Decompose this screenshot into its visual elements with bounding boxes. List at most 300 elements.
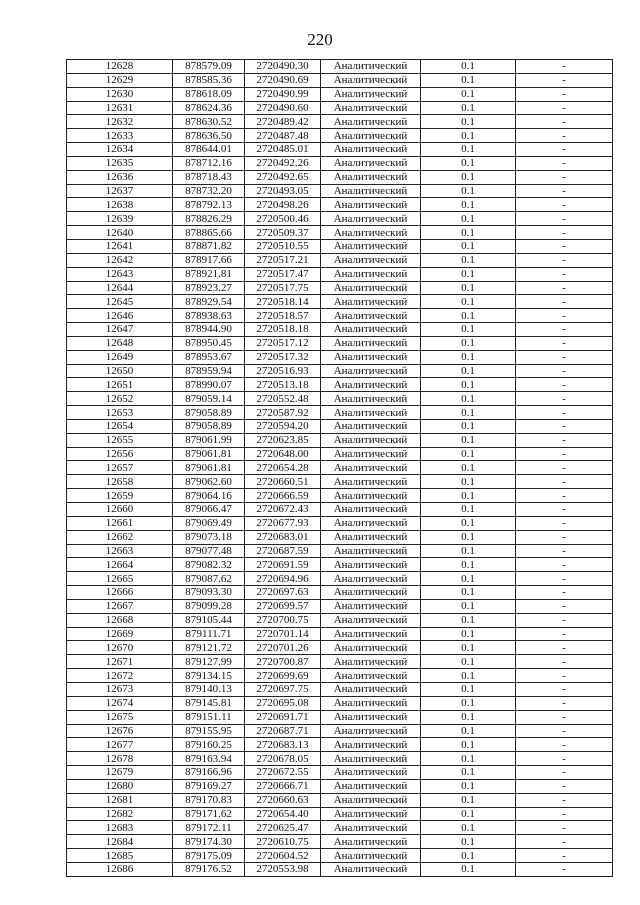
method-cell: Аналитический xyxy=(321,586,421,600)
table-row xyxy=(67,655,613,669)
method-cell: Аналитический xyxy=(321,558,421,572)
accuracy-cell: 0.1 xyxy=(421,641,516,655)
table-row xyxy=(67,295,613,309)
y-coordinate-cell: 2720489.42 xyxy=(245,115,321,129)
point-number-cell: 12685 xyxy=(67,849,173,863)
accuracy-cell: 0.1 xyxy=(421,184,516,198)
x-coordinate-cell: 878624.36 xyxy=(173,101,245,115)
note-cell: - xyxy=(516,738,613,752)
x-coordinate-cell: 878792.13 xyxy=(173,198,245,212)
y-coordinate-cell: 2720683.01 xyxy=(245,530,321,544)
x-coordinate-cell: 878871.82 xyxy=(173,239,245,253)
accuracy-cell: 0.1 xyxy=(421,724,516,738)
y-coordinate-cell: 2720700.87 xyxy=(245,655,321,669)
note-cell: - xyxy=(516,821,613,835)
note-cell: - xyxy=(516,156,613,170)
accuracy-cell: 0.1 xyxy=(421,170,516,184)
accuracy-cell: 0.1 xyxy=(421,599,516,613)
accuracy-cell: 0.1 xyxy=(421,129,516,143)
x-coordinate-cell: 879163.94 xyxy=(173,752,245,766)
x-coordinate-cell: 878718.43 xyxy=(173,170,245,184)
point-number-cell: 12659 xyxy=(67,489,173,503)
y-coordinate-cell: 2720552.48 xyxy=(245,392,321,406)
note-cell: - xyxy=(516,696,613,710)
point-number-cell: 12649 xyxy=(67,350,173,364)
y-coordinate-cell: 2720485.01 xyxy=(245,143,321,157)
accuracy-cell: 0.1 xyxy=(421,323,516,337)
note-cell: - xyxy=(516,599,613,613)
y-coordinate-cell: 2720683.13 xyxy=(245,738,321,752)
method-cell: Аналитический xyxy=(321,212,421,226)
point-number-cell: 12663 xyxy=(67,544,173,558)
method-cell: Аналитический xyxy=(321,101,421,115)
y-coordinate-cell: 2720697.75 xyxy=(245,682,321,696)
accuracy-cell: 0.1 xyxy=(421,378,516,392)
accuracy-cell: 0.1 xyxy=(421,682,516,696)
note-cell: - xyxy=(516,447,613,461)
method-cell: Аналитический xyxy=(321,572,421,586)
point-number-cell: 12686 xyxy=(67,862,173,876)
note-cell: - xyxy=(516,143,613,157)
method-cell: Аналитический xyxy=(321,60,421,74)
y-coordinate-cell: 2720517.12 xyxy=(245,336,321,350)
method-cell: Аналитический xyxy=(321,350,421,364)
note-cell: - xyxy=(516,419,613,433)
table-row xyxy=(67,253,613,267)
method-cell: Аналитический xyxy=(321,710,421,724)
point-number-cell: 12631 xyxy=(67,101,173,115)
x-coordinate-cell: 878865.66 xyxy=(173,226,245,240)
point-number-cell: 12629 xyxy=(67,73,173,87)
y-coordinate-cell: 2720654.40 xyxy=(245,807,321,821)
table-row xyxy=(67,184,613,198)
x-coordinate-cell: 878938.63 xyxy=(173,309,245,323)
accuracy-cell: 0.1 xyxy=(421,738,516,752)
accuracy-cell: 0.1 xyxy=(421,530,516,544)
note-cell: - xyxy=(516,184,613,198)
method-cell: Аналитический xyxy=(321,87,421,101)
method-cell: Аналитический xyxy=(321,253,421,267)
point-number-cell: 12643 xyxy=(67,267,173,281)
point-number-cell: 12641 xyxy=(67,239,173,253)
table-row xyxy=(67,752,613,766)
x-coordinate-cell: 879151.11 xyxy=(173,710,245,724)
x-coordinate-cell: 879066.47 xyxy=(173,503,245,517)
accuracy-cell: 0.1 xyxy=(421,655,516,669)
table-row xyxy=(67,447,613,461)
x-coordinate-cell: 879061.81 xyxy=(173,447,245,461)
method-cell: Аналитический xyxy=(321,115,421,129)
y-coordinate-cell: 2720513.18 xyxy=(245,378,321,392)
point-number-cell: 12666 xyxy=(67,586,173,600)
accuracy-cell: 0.1 xyxy=(421,461,516,475)
y-coordinate-cell: 2720691.59 xyxy=(245,558,321,572)
y-coordinate-cell: 2720500.46 xyxy=(245,212,321,226)
x-coordinate-cell: 879093.30 xyxy=(173,586,245,600)
point-number-cell: 12646 xyxy=(67,309,173,323)
point-number-cell: 12632 xyxy=(67,115,173,129)
x-coordinate-cell: 879073.18 xyxy=(173,530,245,544)
point-number-cell: 12652 xyxy=(67,392,173,406)
x-coordinate-cell: 879134.15 xyxy=(173,669,245,683)
accuracy-cell: 0.1 xyxy=(421,73,516,87)
point-number-cell: 12655 xyxy=(67,433,173,447)
point-number-cell: 12671 xyxy=(67,655,173,669)
table-row xyxy=(67,198,613,212)
y-coordinate-cell: 2720672.43 xyxy=(245,503,321,517)
y-coordinate-cell: 2720518.57 xyxy=(245,309,321,323)
x-coordinate-cell: 878944.90 xyxy=(173,323,245,337)
x-coordinate-cell: 879171.62 xyxy=(173,807,245,821)
point-number-cell: 12654 xyxy=(67,419,173,433)
y-coordinate-cell: 2720625.47 xyxy=(245,821,321,835)
y-coordinate-cell: 2720699.69 xyxy=(245,669,321,683)
method-cell: Аналитический xyxy=(321,738,421,752)
point-number-cell: 12664 xyxy=(67,558,173,572)
accuracy-cell: 0.1 xyxy=(421,807,516,821)
table-row xyxy=(67,849,613,863)
y-coordinate-cell: 2720517.21 xyxy=(245,253,321,267)
point-number-cell: 12637 xyxy=(67,184,173,198)
method-cell: Аналитический xyxy=(321,862,421,876)
table-row xyxy=(67,115,613,129)
x-coordinate-cell: 879058.89 xyxy=(173,406,245,420)
note-cell: - xyxy=(516,862,613,876)
method-cell: Аналитический xyxy=(321,129,421,143)
accuracy-cell: 0.1 xyxy=(421,295,516,309)
method-cell: Аналитический xyxy=(321,724,421,738)
y-coordinate-cell: 2720490.99 xyxy=(245,87,321,101)
table-row xyxy=(67,87,613,101)
note-cell: - xyxy=(516,779,613,793)
note-cell: - xyxy=(516,627,613,641)
table-row xyxy=(67,156,613,170)
table-row xyxy=(67,419,613,433)
x-coordinate-cell: 878950.45 xyxy=(173,336,245,350)
accuracy-cell: 0.1 xyxy=(421,267,516,281)
note-cell: - xyxy=(516,60,613,74)
table-row xyxy=(67,710,613,724)
y-coordinate-cell: 2720490.30 xyxy=(245,60,321,74)
point-number-cell: 12635 xyxy=(67,156,173,170)
x-coordinate-cell: 879127.99 xyxy=(173,655,245,669)
method-cell: Аналитический xyxy=(321,184,421,198)
y-coordinate-cell: 2720672.55 xyxy=(245,766,321,780)
y-coordinate-cell: 2720553.98 xyxy=(245,862,321,876)
x-coordinate-cell: 879058.89 xyxy=(173,419,245,433)
x-coordinate-cell: 878585.36 xyxy=(173,73,245,87)
point-number-cell: 12660 xyxy=(67,503,173,517)
note-cell: - xyxy=(516,267,613,281)
x-coordinate-cell: 879160.25 xyxy=(173,738,245,752)
y-coordinate-cell: 2720518.14 xyxy=(245,295,321,309)
x-coordinate-cell: 878826.29 xyxy=(173,212,245,226)
table-row xyxy=(67,627,613,641)
method-cell: Аналитический xyxy=(321,281,421,295)
method-cell: Аналитический xyxy=(321,669,421,683)
accuracy-cell: 0.1 xyxy=(421,793,516,807)
y-coordinate-cell: 2720678.05 xyxy=(245,752,321,766)
table-row xyxy=(67,682,613,696)
table-row xyxy=(67,793,613,807)
point-number-cell: 12650 xyxy=(67,364,173,378)
point-number-cell: 12668 xyxy=(67,613,173,627)
x-coordinate-cell: 879145.81 xyxy=(173,696,245,710)
note-cell: - xyxy=(516,239,613,253)
method-cell: Аналитический xyxy=(321,682,421,696)
note-cell: - xyxy=(516,558,613,572)
point-number-cell: 12667 xyxy=(67,599,173,613)
y-coordinate-cell: 2720648.00 xyxy=(245,447,321,461)
x-coordinate-cell: 878929.54 xyxy=(173,295,245,309)
note-cell: - xyxy=(516,849,613,863)
method-cell: Аналитический xyxy=(321,198,421,212)
table-row xyxy=(67,489,613,503)
note-cell: - xyxy=(516,129,613,143)
point-number-cell: 12673 xyxy=(67,682,173,696)
x-coordinate-cell: 878630.52 xyxy=(173,115,245,129)
note-cell: - xyxy=(516,309,613,323)
note-cell: - xyxy=(516,516,613,530)
y-coordinate-cell: 2720700.75 xyxy=(245,613,321,627)
method-cell: Аналитический xyxy=(321,295,421,309)
x-coordinate-cell: 879061.81 xyxy=(173,461,245,475)
note-cell: - xyxy=(516,613,613,627)
method-cell: Аналитический xyxy=(321,239,421,253)
point-number-cell: 12677 xyxy=(67,738,173,752)
accuracy-cell: 0.1 xyxy=(421,696,516,710)
x-coordinate-cell: 878953.67 xyxy=(173,350,245,364)
method-cell: Аналитический xyxy=(321,336,421,350)
accuracy-cell: 0.1 xyxy=(421,406,516,420)
y-coordinate-cell: 2720666.71 xyxy=(245,779,321,793)
point-number-cell: 12662 xyxy=(67,530,173,544)
point-number-cell: 12658 xyxy=(67,475,173,489)
coordinates-table xyxy=(66,59,613,877)
point-number-cell: 12644 xyxy=(67,281,173,295)
table-row xyxy=(67,129,613,143)
note-cell: - xyxy=(516,378,613,392)
method-cell: Аналитический xyxy=(321,766,421,780)
y-coordinate-cell: 2720699.57 xyxy=(245,599,321,613)
accuracy-cell: 0.1 xyxy=(421,544,516,558)
point-number-cell: 12639 xyxy=(67,212,173,226)
table-row xyxy=(67,73,613,87)
point-number-cell: 12672 xyxy=(67,669,173,683)
table-row xyxy=(67,212,613,226)
y-coordinate-cell: 2720660.63 xyxy=(245,793,321,807)
method-cell: Аналитический xyxy=(321,433,421,447)
accuracy-cell: 0.1 xyxy=(421,586,516,600)
method-cell: Аналитический xyxy=(321,73,421,87)
method-cell: Аналитический xyxy=(321,516,421,530)
x-coordinate-cell: 878917.66 xyxy=(173,253,245,267)
x-coordinate-cell: 878921.81 xyxy=(173,267,245,281)
y-coordinate-cell: 2720517.75 xyxy=(245,281,321,295)
point-number-cell: 12679 xyxy=(67,766,173,780)
x-coordinate-cell: 878923.27 xyxy=(173,281,245,295)
note-cell: - xyxy=(516,503,613,517)
accuracy-cell: 0.1 xyxy=(421,503,516,517)
table-row xyxy=(67,101,613,115)
point-number-cell: 12636 xyxy=(67,170,173,184)
accuracy-cell: 0.1 xyxy=(421,489,516,503)
y-coordinate-cell: 2720518.18 xyxy=(245,323,321,337)
table-row xyxy=(67,309,613,323)
method-cell: Аналитический xyxy=(321,489,421,503)
x-coordinate-cell: 879099.28 xyxy=(173,599,245,613)
point-number-cell: 12670 xyxy=(67,641,173,655)
accuracy-cell: 0.1 xyxy=(421,364,516,378)
x-coordinate-cell: 879170.83 xyxy=(173,793,245,807)
accuracy-cell: 0.1 xyxy=(421,516,516,530)
note-cell: - xyxy=(516,87,613,101)
table-row xyxy=(67,738,613,752)
method-cell: Аналитический xyxy=(321,752,421,766)
point-number-cell: 12642 xyxy=(67,253,173,267)
method-cell: Аналитический xyxy=(321,613,421,627)
accuracy-cell: 0.1 xyxy=(421,627,516,641)
y-coordinate-cell: 2720509.37 xyxy=(245,226,321,240)
x-coordinate-cell: 878990.07 xyxy=(173,378,245,392)
note-cell: - xyxy=(516,170,613,184)
y-coordinate-cell: 2720691.71 xyxy=(245,710,321,724)
table-row xyxy=(67,143,613,157)
point-number-cell: 12638 xyxy=(67,198,173,212)
point-number-cell: 12683 xyxy=(67,821,173,835)
x-coordinate-cell: 879176.52 xyxy=(173,862,245,876)
x-coordinate-cell: 878579.09 xyxy=(173,60,245,74)
accuracy-cell: 0.1 xyxy=(421,253,516,267)
table-row xyxy=(67,586,613,600)
method-cell: Аналитический xyxy=(321,641,421,655)
note-cell: - xyxy=(516,710,613,724)
accuracy-cell: 0.1 xyxy=(421,835,516,849)
note-cell: - xyxy=(516,295,613,309)
note-cell: - xyxy=(516,212,613,226)
accuracy-cell: 0.1 xyxy=(421,558,516,572)
x-coordinate-cell: 879077.48 xyxy=(173,544,245,558)
note-cell: - xyxy=(516,281,613,295)
point-number-cell: 12682 xyxy=(67,807,173,821)
y-coordinate-cell: 2720498.26 xyxy=(245,198,321,212)
table-row xyxy=(67,392,613,406)
table-row xyxy=(67,350,613,364)
method-cell: Аналитический xyxy=(321,544,421,558)
table-row xyxy=(67,378,613,392)
accuracy-cell: 0.1 xyxy=(421,752,516,766)
point-number-cell: 12628 xyxy=(67,60,173,74)
y-coordinate-cell: 2720493.05 xyxy=(245,184,321,198)
accuracy-cell: 0.1 xyxy=(421,156,516,170)
y-coordinate-cell: 2720687.71 xyxy=(245,724,321,738)
note-cell: - xyxy=(516,793,613,807)
note-cell: - xyxy=(516,73,613,87)
method-cell: Аналитический xyxy=(321,364,421,378)
y-coordinate-cell: 2720490.60 xyxy=(245,101,321,115)
table-row xyxy=(67,503,613,517)
y-coordinate-cell: 2720701.26 xyxy=(245,641,321,655)
y-coordinate-cell: 2720487.48 xyxy=(245,129,321,143)
accuracy-cell: 0.1 xyxy=(421,281,516,295)
table-row xyxy=(67,461,613,475)
table-row xyxy=(67,724,613,738)
note-cell: - xyxy=(516,253,613,267)
x-coordinate-cell: 878959.94 xyxy=(173,364,245,378)
y-coordinate-cell: 2720517.47 xyxy=(245,267,321,281)
accuracy-cell: 0.1 xyxy=(421,447,516,461)
method-cell: Аналитический xyxy=(321,461,421,475)
point-number-cell: 12678 xyxy=(67,752,173,766)
note-cell: - xyxy=(516,586,613,600)
method-cell: Аналитический xyxy=(321,779,421,793)
table-row xyxy=(67,641,613,655)
accuracy-cell: 0.1 xyxy=(421,779,516,793)
y-coordinate-cell: 2720697.63 xyxy=(245,586,321,600)
note-cell: - xyxy=(516,766,613,780)
y-coordinate-cell: 2720701.14 xyxy=(245,627,321,641)
x-coordinate-cell: 878712.16 xyxy=(173,156,245,170)
x-coordinate-cell: 879121.72 xyxy=(173,641,245,655)
note-cell: - xyxy=(516,530,613,544)
note-cell: - xyxy=(516,198,613,212)
point-number-cell: 12669 xyxy=(67,627,173,641)
method-cell: Аналитический xyxy=(321,378,421,392)
point-number-cell: 12645 xyxy=(67,295,173,309)
x-coordinate-cell: 879087.62 xyxy=(173,572,245,586)
x-coordinate-cell: 879059.14 xyxy=(173,392,245,406)
table-row xyxy=(67,364,613,378)
x-coordinate-cell: 879166.96 xyxy=(173,766,245,780)
accuracy-cell: 0.1 xyxy=(421,336,516,350)
table-row xyxy=(67,239,613,253)
method-cell: Аналитический xyxy=(321,835,421,849)
y-coordinate-cell: 2720492.65 xyxy=(245,170,321,184)
accuracy-cell: 0.1 xyxy=(421,821,516,835)
table-row xyxy=(67,572,613,586)
table-row xyxy=(67,599,613,613)
x-coordinate-cell: 878636.50 xyxy=(173,129,245,143)
method-cell: Аналитический xyxy=(321,696,421,710)
note-cell: - xyxy=(516,433,613,447)
note-cell: - xyxy=(516,641,613,655)
point-number-cell: 12680 xyxy=(67,779,173,793)
y-coordinate-cell: 2720694.96 xyxy=(245,572,321,586)
table-row xyxy=(67,807,613,821)
point-number-cell: 12675 xyxy=(67,710,173,724)
method-cell: Аналитический xyxy=(321,323,421,337)
point-number-cell: 12656 xyxy=(67,447,173,461)
accuracy-cell: 0.1 xyxy=(421,350,516,364)
accuracy-cell: 0.1 xyxy=(421,212,516,226)
accuracy-cell: 0.1 xyxy=(421,143,516,157)
note-cell: - xyxy=(516,101,613,115)
table-row xyxy=(67,170,613,184)
accuracy-cell: 0.1 xyxy=(421,419,516,433)
table-row xyxy=(67,613,613,627)
method-cell: Аналитический xyxy=(321,627,421,641)
table-row xyxy=(67,821,613,835)
accuracy-cell: 0.1 xyxy=(421,862,516,876)
accuracy-cell: 0.1 xyxy=(421,433,516,447)
table-row xyxy=(67,669,613,683)
x-coordinate-cell: 879111.71 xyxy=(173,627,245,641)
note-cell: - xyxy=(516,489,613,503)
method-cell: Аналитический xyxy=(321,503,421,517)
table-row xyxy=(67,433,613,447)
method-cell: Аналитический xyxy=(321,475,421,489)
method-cell: Аналитический xyxy=(321,143,421,157)
